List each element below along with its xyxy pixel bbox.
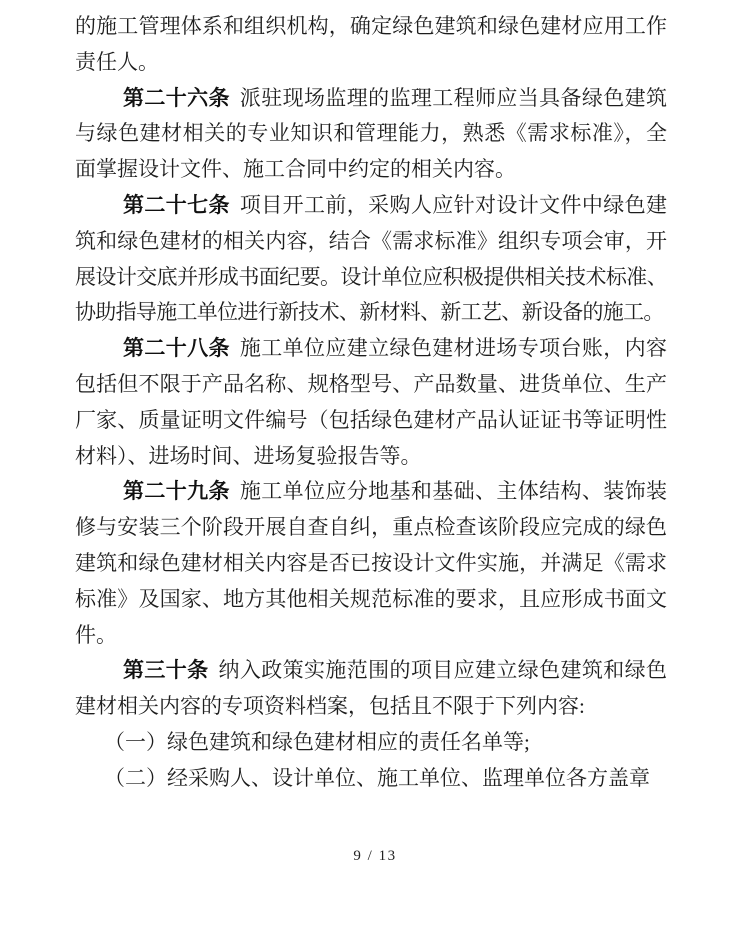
text-line [75, 152, 667, 188]
text-line [75, 295, 667, 331]
line-text: （二）经采购人、设计单位、施工单位、监理单位各方盖章 [104, 765, 650, 790]
text-line [75, 224, 667, 260]
text-line [75, 618, 667, 654]
line-text: 项目开工前，采购人应针对设计文件中绿色建 [239, 192, 667, 217]
line-text: 展设计交底并形成书面纪要。设计单位应积极提供相关技术标准、 [75, 264, 667, 289]
line-text: 建材相关内容的专项资料档案，包括且不限于下列内容: [75, 694, 585, 719]
page-number: 9 / 13 [353, 848, 397, 864]
article-number: 第二十七条 [123, 193, 230, 217]
document-body [75, 9, 667, 797]
line-text: 件。 [75, 622, 117, 647]
text-line [75, 474, 667, 510]
text-line [75, 725, 667, 761]
text-line [75, 45, 667, 81]
text-line [75, 510, 667, 546]
text-line [75, 260, 667, 296]
text-line [75, 761, 667, 797]
line-text: 责任人。 [75, 49, 159, 74]
line-text: （一）绿色建筑和绿色建材相应的责任名单等; [104, 729, 530, 754]
text-line [75, 403, 667, 439]
line-text: 包括但不限于产品名称、规格型号、产品数量、进货单位、生产 [75, 371, 667, 396]
article-number: 第三十条 [123, 659, 209, 683]
line-text: 与绿色建材相关的专业知识和管理能力，熟悉《需求标准》，全 [75, 121, 667, 146]
line-text: 修与安装三个阶段开展自查自纠，重点检查该阶段应完成的绿色 [75, 515, 667, 540]
article-number: 第二十九条 [123, 480, 230, 504]
line-text: 的施工管理体系和组织机构，确定绿色建筑和绿色建材应用工作 [75, 14, 667, 38]
line-text: 施工单位应建立绿色建材进场专项台账，内容 [239, 336, 667, 361]
text-line [75, 439, 667, 475]
text-line [75, 9, 667, 45]
text-line [75, 188, 667, 224]
text-line [75, 582, 667, 618]
text-line [75, 546, 667, 582]
line-text: 筑和绿色建材的相关内容，结合《需求标准》组织专项会审，开 [75, 228, 667, 253]
line-text: 协助指导施工单位进行新技术、新材料、新工艺、新设备的施工。 [75, 300, 664, 325]
line-text: 标准》及国家、地方其他相关规范标准的要求，且应形成书面文 [75, 586, 667, 611]
text-line [75, 367, 667, 403]
line-text: 材料）、进场时间、进场复验报告等。 [75, 443, 422, 468]
line-text: 纳入政策实施范围的项目应建立绿色建筑和绿色 [218, 658, 667, 683]
text-line [75, 116, 667, 152]
article-number: 第二十八条 [123, 337, 230, 361]
text-line [75, 81, 667, 117]
article-number: 第二十六条 [123, 86, 230, 110]
text-line [75, 653, 667, 689]
line-text: 面掌握设计文件、施工合同中约定的相关内容。 [75, 157, 516, 182]
line-text: 建筑和绿色建材相关内容是否已按设计文件实施，并满足《需求 [75, 550, 667, 575]
text-line [75, 689, 667, 725]
line-text: 施工单位应分地基和基础、主体结构、装饰装 [239, 479, 667, 504]
text-line [75, 331, 667, 367]
line-text: 派驻现场监理的监理工程师应当具备绿色建筑 [239, 85, 667, 110]
line-text: 厂家、质量证明文件编号（包括绿色建材产品认证证书等证明性 [75, 407, 667, 432]
